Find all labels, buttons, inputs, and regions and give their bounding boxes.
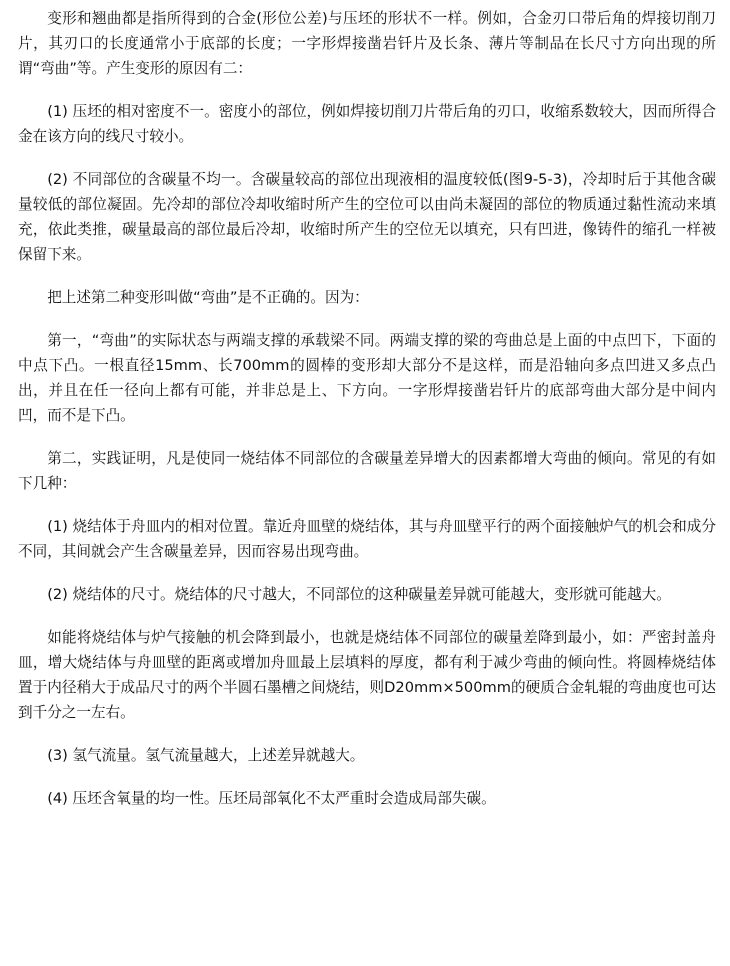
paragraph-deformation-intro: 变形和翘曲都是指所得到的合金(形位公差)与压坯的形状不一样。例如，合金刃口带后角的焊接切削刀片，其刃口的长度通常小于底部的长度；一字形焊接凿岩钎片及长条、薄片等制品在长尺寸方向出现的所谓“弯曲”等。产生变形的原因有二： — [18, 10, 716, 77]
paragraph-bending-statement: 把上述第二种变形叫做“弯曲”是不正确的。因为： — [47, 289, 369, 306]
paragraph-mitigation: 如能将烧结体与炉气接触的机会降到最小，也就是烧结体不同部位的碳量差降到最小，如：严密封盖舟皿，增大烧结体与舟皿壁的距离或增加舟皿最上层填料的厚度，都有利于减少弯曲的倾向性。将圆棒烧结体置于内径稍大于成品尺寸的两个半圆石墨槽之间烧结，则D20mm×500mm的硬质合金轧辊的弯曲度也可达到千分之一左右。 — [18, 629, 716, 721]
paragraph-factor-hydrogen: (3) 氢气流量。氢气流量越大，上述差异就越大。 — [47, 747, 365, 764]
paragraph-factor-oxygen: (4) 压坯含氧量的均一性。压坯局部氧化不太严重时会造成局部失碳。 — [47, 790, 496, 807]
paragraph-reason-second: 第二，实践证明，凡是使同一烧结体不同部位的含碳量差异增大的因素都增大弯曲的倾向。常见的有如下几种： — [18, 450, 716, 492]
paragraph-reason-first: 第一，“弯曲”的实际状态与两端支撑的承载梁不同。两端支撑的梁的弯曲总是上面的中点凹下，下面的中点下凸。一根直径15mm、长700mm的圆棒的变形却大部分不是这样，而是沿轴向多点凹进又多点凸出，并且在任一径向上都有可能，并非总是上、下方向。一字形焊接凿岩钎片的底部弯曲大部分是中间内凹，而不是下凸。 — [18, 332, 716, 424]
paragraph-factor-size: (2) 烧结体的尺寸。烧结体的尺寸越大，不同部位的这种碳量差异就可能越大，变形就可能越大。 — [47, 586, 671, 603]
paragraph-cause-density: (1) 压坯的相对密度不一。密度小的部位，例如焊接切削刀片带后角的刃口，收缩系数较大，因而所得合金在该方向的线尺寸较小。 — [18, 103, 716, 145]
paragraph-cause-carbon: (2) 不同部位的含碳量不均一。含碳量较高的部位出现液相的温度较低(图9-5-3)，冷却时后于其他含碳量较低的部位凝固。先冷却的部位冷却收缩时所产生的空位可以由尚未凝固的部位的物质通过黏性流动来填充，依此类推，碳量最高的部位最后冷却，收缩时所产生的空位无以填充，只有凹进，像铸件的缩孔一样被保留下来。 — [18, 171, 716, 263]
paragraph-factor-position: (1) 烧结体于舟皿内的相对位置。靠近舟皿壁的烧结体，其与舟皿壁平行的两个面接触炉气的机会和成分不同，其间就会产生含碳量差异，因而容易出现弯曲。 — [18, 518, 716, 560]
